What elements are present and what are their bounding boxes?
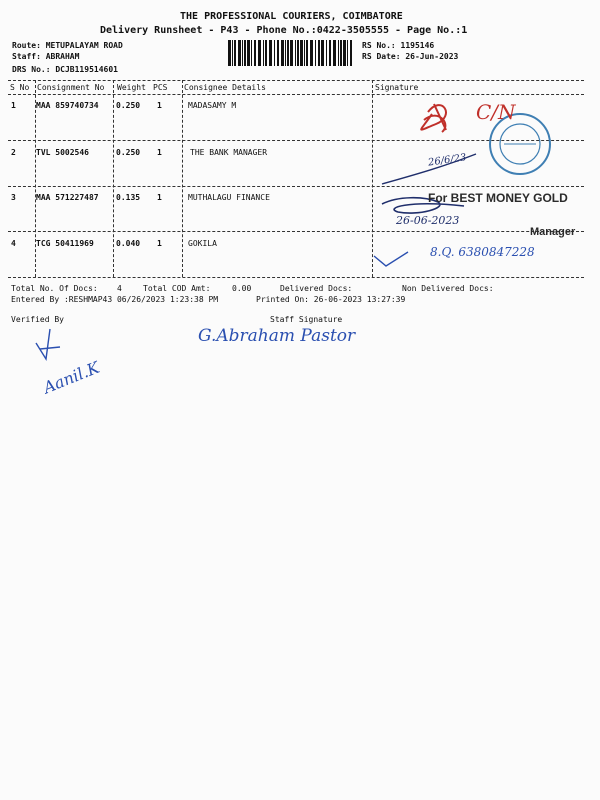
verified-check-icon <box>30 325 70 365</box>
staff-signature: G.Abraham Pastor <box>198 326 356 346</box>
row-consignment: MAA 859740734 <box>36 101 99 110</box>
table-bottom-rule <box>8 277 584 278</box>
row-weight: 0.040 <box>116 239 141 248</box>
col-divider <box>372 80 373 277</box>
runsheet-line: Delivery Runsheet - P43 - Phone No.:0422-3505555 - Page No.:1 <box>100 25 468 36</box>
row-sno: 3 <box>11 193 16 202</box>
stamp-business-name: For BEST MONEY GOLD <box>428 191 568 205</box>
verified-signature: Aanil.K <box>40 357 103 398</box>
row-pcs: 1 <box>157 193 162 202</box>
row-consignee: MUTHALAGU FINANCE <box>188 193 270 202</box>
row-pcs: 1 <box>157 101 162 110</box>
printed-on: Printed On: 26-06-2023 13:27:39 <box>256 295 406 304</box>
row-pcs: 1 <box>157 239 162 248</box>
col-divider <box>113 80 114 277</box>
rs-date: RS Date: 26-Jun-2023 <box>362 52 459 61</box>
staff-signature-label: Staff Signature <box>270 315 343 324</box>
header-consignee: Consignee Details <box>184 83 266 92</box>
row1-handwriting: C/N <box>476 100 516 124</box>
row-consignee: THE BANK MANAGER <box>190 148 268 157</box>
header-sno: S No <box>10 83 30 92</box>
row-sno: 1 <box>11 101 16 110</box>
staff: Staff: ABRAHAM <box>12 52 80 61</box>
row-divider <box>8 231 584 232</box>
row-consignment: TVL 5002546 <box>36 148 89 157</box>
rs-number: RS No.: 1195146 <box>362 41 435 50</box>
row-sno: 4 <box>11 239 16 248</box>
total-docs-label: Total No. Of Docs: <box>11 284 98 293</box>
row4-handwriting: 8.Q. 6380847228 <box>430 245 535 259</box>
company-title: THE PROFESSIONAL COURIERS, COIMBATORE <box>180 11 403 22</box>
row2-date: 26/6/23 <box>427 152 468 169</box>
header-weight: Weight <box>117 83 146 92</box>
cod-amount: 0.00 <box>232 284 252 293</box>
drs-number: DRS No.: DCJB119514601 <box>12 65 118 74</box>
route: Route: METUPALAYAM ROAD <box>12 41 123 50</box>
row-consignment: MAA 571227487 <box>36 193 99 202</box>
header-signature: Signature <box>375 83 419 92</box>
check-mark-icon <box>372 250 412 270</box>
stamp-manager: Manager <box>530 226 576 238</box>
delivered-docs-label: Delivered Docs: <box>280 284 353 293</box>
row-sno: 2 <box>11 148 16 157</box>
verified-by-label: Verified By <box>11 315 64 324</box>
col-divider <box>182 80 183 277</box>
row-divider <box>8 186 584 187</box>
table-top-rule <box>8 80 584 81</box>
row-weight: 0.135 <box>116 193 141 202</box>
row-pcs: 1 <box>157 148 162 157</box>
header-pcs: PCS <box>153 83 168 92</box>
row-weight: 0.250 <box>116 101 141 110</box>
header-consignment: Consignment No <box>37 83 105 92</box>
row3-date: 26-06-2023 <box>396 214 460 227</box>
cod-label: Total COD Amt: <box>143 284 211 293</box>
row-consignee: GOKILA <box>188 239 217 248</box>
barcode <box>228 40 354 66</box>
total-docs-value: 4 <box>117 284 122 293</box>
row-weight: 0.250 <box>116 148 141 157</box>
entered-by: Entered By :RESHMAP43 06/26/2023 1:23:38 PM <box>11 295 219 304</box>
non-delivered-docs-label: Non Delivered Docs: <box>402 284 494 293</box>
row-consignee: MADASAMY M <box>188 101 237 110</box>
row-consignment: TCG 50411969 <box>36 239 94 248</box>
